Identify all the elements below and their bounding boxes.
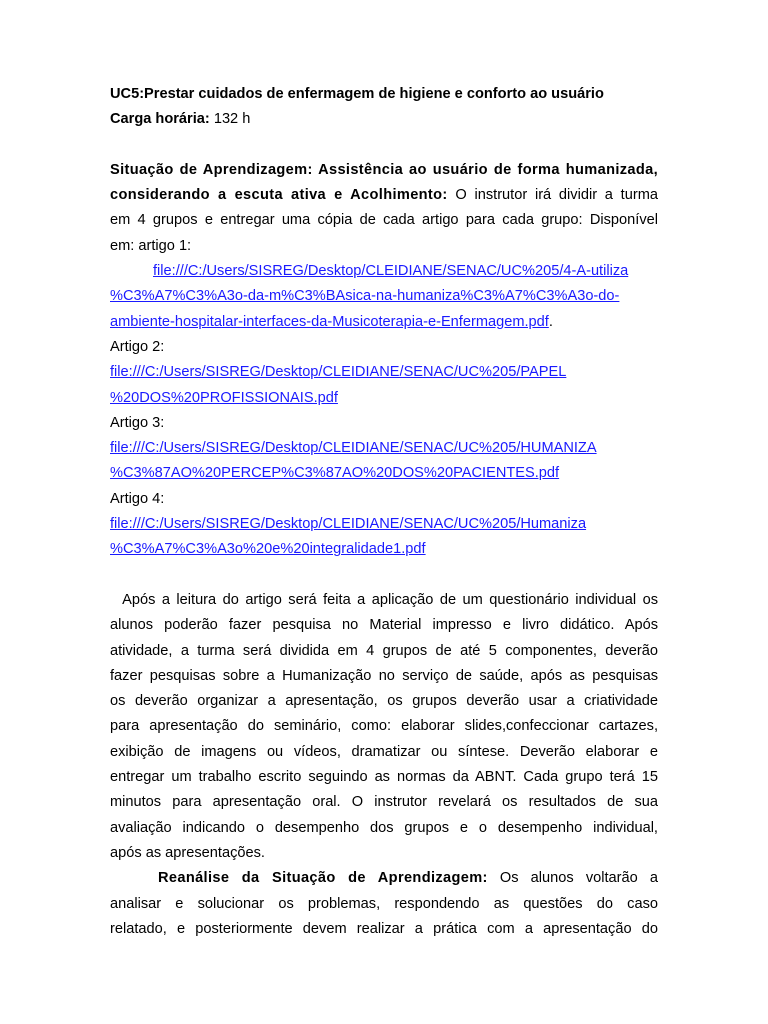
article-1-link-line-3 [110, 310, 658, 335]
article-3-link-line-1 [110, 436, 658, 461]
situation-text: O instrutor irá dividir a turma [455, 187, 658, 204]
paragraph-line: entregar um trabalho escrito seguindo as normas da ABNT. Cada grupo terá 15 [110, 769, 658, 786]
paragraph-line: os deverão organizar a apresentação, os grupos deverão usar a criatividade [110, 693, 658, 710]
unit-title: UC5:Prestar cuidados de enfermagem de higiene e conforto ao usuário [110, 86, 604, 102]
article-3-label: Artigo 3: [110, 414, 165, 431]
paragraph-line: exibição de imagens ou vídeos, dramatizar ou síntese. Deverão elaborar e [110, 743, 658, 760]
paragraph-line: avaliação indicando o desempenho dos grupos e o desempenho individual, [110, 819, 658, 836]
article-4-link-line-2 [110, 537, 658, 562]
paragraph-line: para apresentação do seminário, como: elaborar slides,confeccionar cartazes, [110, 718, 658, 735]
document-page [110, 82, 658, 942]
paragraph-line: após as apresentações. [110, 844, 265, 861]
article-4-label: Artigo 4: [110, 490, 165, 507]
situation-heading-cont: considerando a escuta ativa e Acolhimento: [110, 187, 448, 204]
situation-line-3: em 4 grupos e entregar uma cópia de cada artigo para cada grupo: Disponível [110, 212, 658, 229]
paragraph-line: minutos para apresentação oral. O instrutor revelará os resultados de sua [110, 794, 658, 811]
article-1-link-cont[interactable]: %C3%A7%C3%A3o-da-m%C3%BAsica-na-humaniza%C3%A7%C3%A3o-do- [110, 288, 620, 305]
reanalysis-text: Os alunos voltarão a [499, 870, 658, 887]
article-2-link-line-2 [110, 386, 658, 411]
paragraph-line: alunos poderão fazer pesquisa no Material impresso e livro didático. Após [110, 617, 658, 634]
reanalysis-line-1 [110, 866, 658, 891]
article-4-link[interactable]: file:///C:/Users/SISREG/Desktop/CLEIDIANE/SENAC/UC%205/Humaniza [110, 516, 587, 533]
paragraph-line: atividade, a turma será dividida em 4 grupos de até 5 componentes, deverão [110, 642, 658, 659]
article-2-link[interactable]: file:///C:/Users/SISREG/Desktop/CLEIDIANE/SENAC/UC%205/PAPEL [110, 364, 567, 381]
article-1-link-end[interactable]: ambiente-hospitalar-interfaces-da-Musicoterapia-e-Enfermagem.pdf [110, 313, 549, 330]
situation-line-4: em: artigo 1: [110, 237, 192, 254]
article-1-link-line-1 [110, 259, 658, 284]
article-3-link-cont[interactable]: %C3%87AO%20PERCEP%C3%87AO%20DOS%20PACIENTES.pdf [110, 465, 560, 482]
paragraph-line: fazer pesquisas sobre a Humanização no serviço de saúde, após as pesquisas [110, 667, 658, 684]
situation-heading: Situação de Aprendizagem: Assistência ao usuário de forma humanizada, [110, 161, 658, 178]
paragraph-line: Após a leitura do artigo será feita a aplicação de um questionário individual os [110, 591, 658, 608]
article-3-link-line-2 [110, 461, 658, 486]
situation-line-2 [110, 183, 658, 208]
workload [110, 107, 658, 132]
article-2-link-cont[interactable]: %20DOS%20PROFISSIONAIS.pdf [110, 389, 338, 406]
spacer [110, 133, 658, 158]
article-2-link-line-1 [110, 360, 658, 385]
workload-value: 132 h [213, 111, 251, 128]
spacer [110, 563, 658, 588]
reanalysis-line: relatado, e posteriormente devem realizar a prática com a apresentação do [110, 920, 658, 937]
article-4-link-line-1 [110, 512, 658, 537]
article-4-link-cont[interactable]: %C3%A7%C3%A3o%20e%20integralidade1.pdf [110, 541, 426, 558]
reanalysis-heading: Reanálise da Situação de Aprendizagem: [158, 870, 488, 887]
article-1-period: . [548, 313, 553, 330]
reanalysis-line: analisar e solucionar os problemas, respondendo as questões do caso [110, 895, 658, 912]
article-2-label: Artigo 2: [110, 338, 165, 355]
article-3-link[interactable]: file:///C:/Users/SISREG/Desktop/CLEIDIANE/SENAC/UC%205/HUMANIZA [110, 440, 597, 457]
article-1-link[interactable]: file:///C:/Users/SISREG/Desktop/CLEIDIANE/SENAC/UC%205/4-A-utiliza [153, 263, 629, 280]
workload-label: Carga horária: [110, 111, 210, 128]
article-1-link-line-2 [110, 284, 658, 309]
